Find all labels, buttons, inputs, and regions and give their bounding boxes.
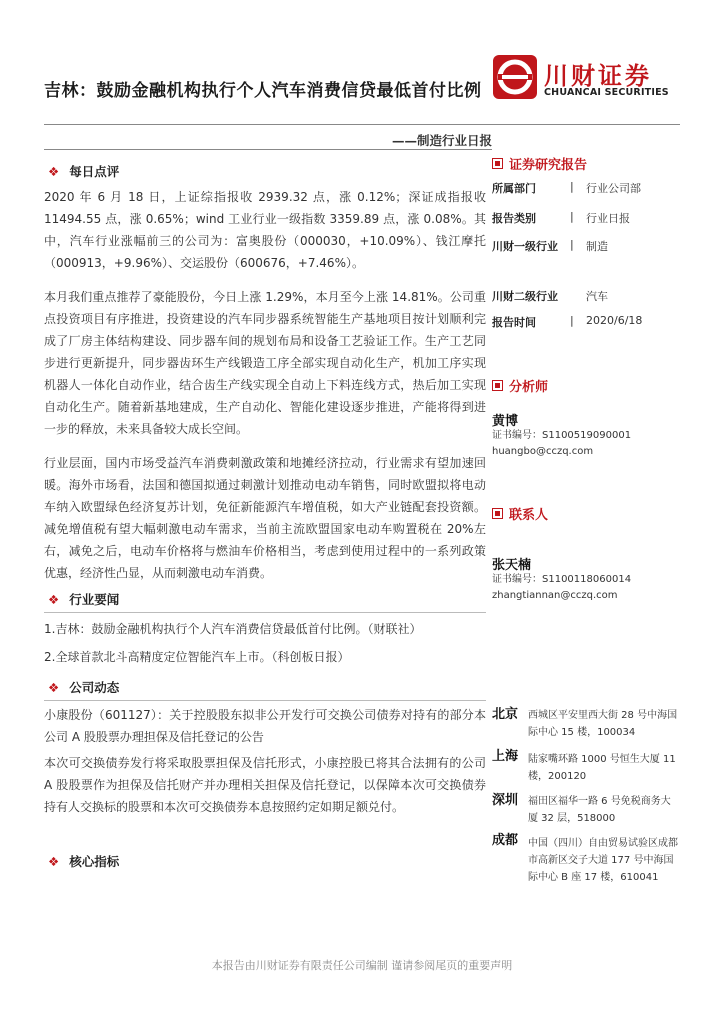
- report-subtitle: ——制造行业日报: [391, 133, 492, 148]
- section-industry-news: [44, 590, 486, 664]
- analyst-name: 黄博: [492, 414, 519, 429]
- section-company-news: [44, 678, 486, 814]
- section-heading: ❖ 核心指标: [48, 854, 120, 869]
- office-addresses: [492, 703, 680, 913]
- daily-comment-body: [44, 186, 486, 274]
- diamond-bullet-icon: ❖: [48, 164, 60, 179]
- daily-comment-body-2: [44, 286, 486, 440]
- diamond-bullet-icon: ❖: [48, 592, 60, 607]
- analyst-email[interactable]: huangbo@cczq.com: [492, 446, 594, 457]
- section-divider: [44, 612, 486, 613]
- report-info-panel: 证券研究报告 所属部门 | 行业公司部 报告类别 | 行业日报 川财一级行业 | 制造 川财二级行业 汽车 报告时间 | 2020/6/18: [492, 154, 680, 173]
- red-square-bullet-icon: [492, 380, 503, 391]
- section-core-indicators: [44, 852, 486, 870]
- company-news-body: 本次可交换债券发行将采取股票担保及信托形式，小康控股已将其合法拥有的公司 A 股股票作为担保及信托财产并办理相关担保及信托登记，以保障本次可交换债券持有人交换标的股票和本次可交换债券本息按照约定如期足额兑付。: [44, 756, 486, 814]
- red-square-bullet-icon: [492, 158, 503, 169]
- news-item: 2.全球首款北斗高精度定位智能汽车上市。（科创板日报）: [44, 650, 350, 664]
- office-address: 福田区福华一路 6 号免税商务大厦 32 层，518000: [528, 796, 671, 824]
- section-daily-comment: [44, 162, 486, 180]
- report-info-heading: 证券研究报告: [492, 154, 680, 173]
- subtitle-divider: [44, 149, 492, 150]
- diamond-bullet-icon: ❖: [48, 680, 60, 695]
- diamond-bullet-icon: ❖: [48, 854, 60, 869]
- chuancai-logo-icon: [492, 54, 538, 100]
- news-item: 1.吉林：鼓励金融机构执行个人汽车消费信贷最低首付比例。（财联社）: [44, 622, 422, 636]
- contact-cert: 证书编号：S1100118060014: [492, 574, 632, 585]
- office-city: 北京: [492, 707, 519, 722]
- analyst-heading: 分析师: [492, 376, 680, 395]
- office-address: 中国（四川）自由贸易试验区成都市高新区交子大道 177 号中海国际中心 B 座 17 楼，610041: [528, 838, 678, 883]
- section-heading: ❖ 行业要闻: [48, 592, 120, 607]
- contact-panel: [492, 504, 680, 601]
- office-city: 深圳: [492, 793, 519, 808]
- office-address: 陆家嘴环路 1000 号恒生大厦 11 楼，200120: [528, 754, 676, 782]
- report-title: 吉林：鼓励金融机构执行个人汽车消费信贷最低首付比例: [44, 81, 482, 101]
- contact-name: 张天楠: [492, 558, 532, 573]
- office-city: 成都: [492, 833, 519, 848]
- header-divider: [44, 124, 680, 125]
- office-city: 上海: [492, 749, 519, 764]
- section-heading: ❖ 每日点评: [48, 164, 120, 179]
- section-divider: [44, 700, 486, 701]
- paragraph-market-summary: 2020 年 6 月 18 日，上证综指报收 2939.32 点，涨 0.12%；深证成指报收 11494.55 点，涨 0.65%；wind 工业行业一级指数 3359.89 点，涨 0.08%。其中，汽车行业涨幅前三的公司为：富奥股份（000030，+10.09%）、钱江摩托（000913，+9.96%）、交运股份（600676，+7.46%）。: [44, 190, 486, 270]
- section-heading: ❖ 公司动态: [48, 680, 120, 695]
- company-news-headline: 小康股份（601127）：关于控股股东拟非公开发行可交换公司债券对持有的部分本公司 A 股股票办理担保及信托登记的公告: [44, 708, 486, 744]
- analyst-panel: [492, 376, 680, 457]
- paragraph-stock-pick: 本月我们重点推荐了豪能股份，今日上涨 1.29%，本月至今上涨 14.81%。公司重点投资项目有序推进，投资建设的汽车同步器系统智能生产基地项目按计划顺利完成了厂房主体结构建设、同步器车间的规划布局和设备工艺验证工作。生产工艺同步进行更新提升，同步器齿环生产线锻造工序全部实现自动化生产，机加工序实现机器人一体化自动作业，结合齿生产线实现全自动上下料连线方式，热后加工实现自动化生产。随着新基地建成，生产自动化、智能化建设逐步推进，产能将得到进一步的释放，未来具备较大成长空间。: [44, 290, 486, 436]
- logo-chinese-name: 川财证券: [544, 62, 652, 90]
- red-square-bullet-icon: [492, 508, 503, 519]
- analyst-cert: 证书编号：S1100519090001: [492, 430, 632, 441]
- company-logo: [492, 54, 672, 104]
- page-footer-disclaimer: 本报告由川财证券有限责任公司编制 谨请参阅尾页的重要声明: [211, 959, 513, 972]
- paragraph-industry-outlook: 行业层面，国内市场受益汽车消费刺激政策和地摊经济拉动，行业需求有望加速回暖。海外市场看，法国和德国拟通过刺激计划推动电动车销售，同时欧盟拟将电动车纳入欧盟绿色经济复苏计划，免征新能源汽车增值税，如大产业链配套投资额。减免增值税有望大幅刺激电动车需求，当前主流欧盟国家电动车购置税在 20%左右，减免之后，电动车价格将与燃油车价格相当，考虑到使用过程中的一系列政策优惠，经济性凸显，从而刺激电动车消费。: [44, 456, 486, 580]
- contact-email[interactable]: zhangtiannan@cczq.com: [492, 590, 618, 601]
- contact-heading: 联系人: [492, 504, 680, 523]
- logo-english-name: CHUANCAI SECURITIES: [544, 87, 669, 98]
- office-address: 西城区平安里西大街 28 号中海国际中心 15 楼，100034: [528, 710, 678, 738]
- daily-comment-body-3: [44, 452, 486, 584]
